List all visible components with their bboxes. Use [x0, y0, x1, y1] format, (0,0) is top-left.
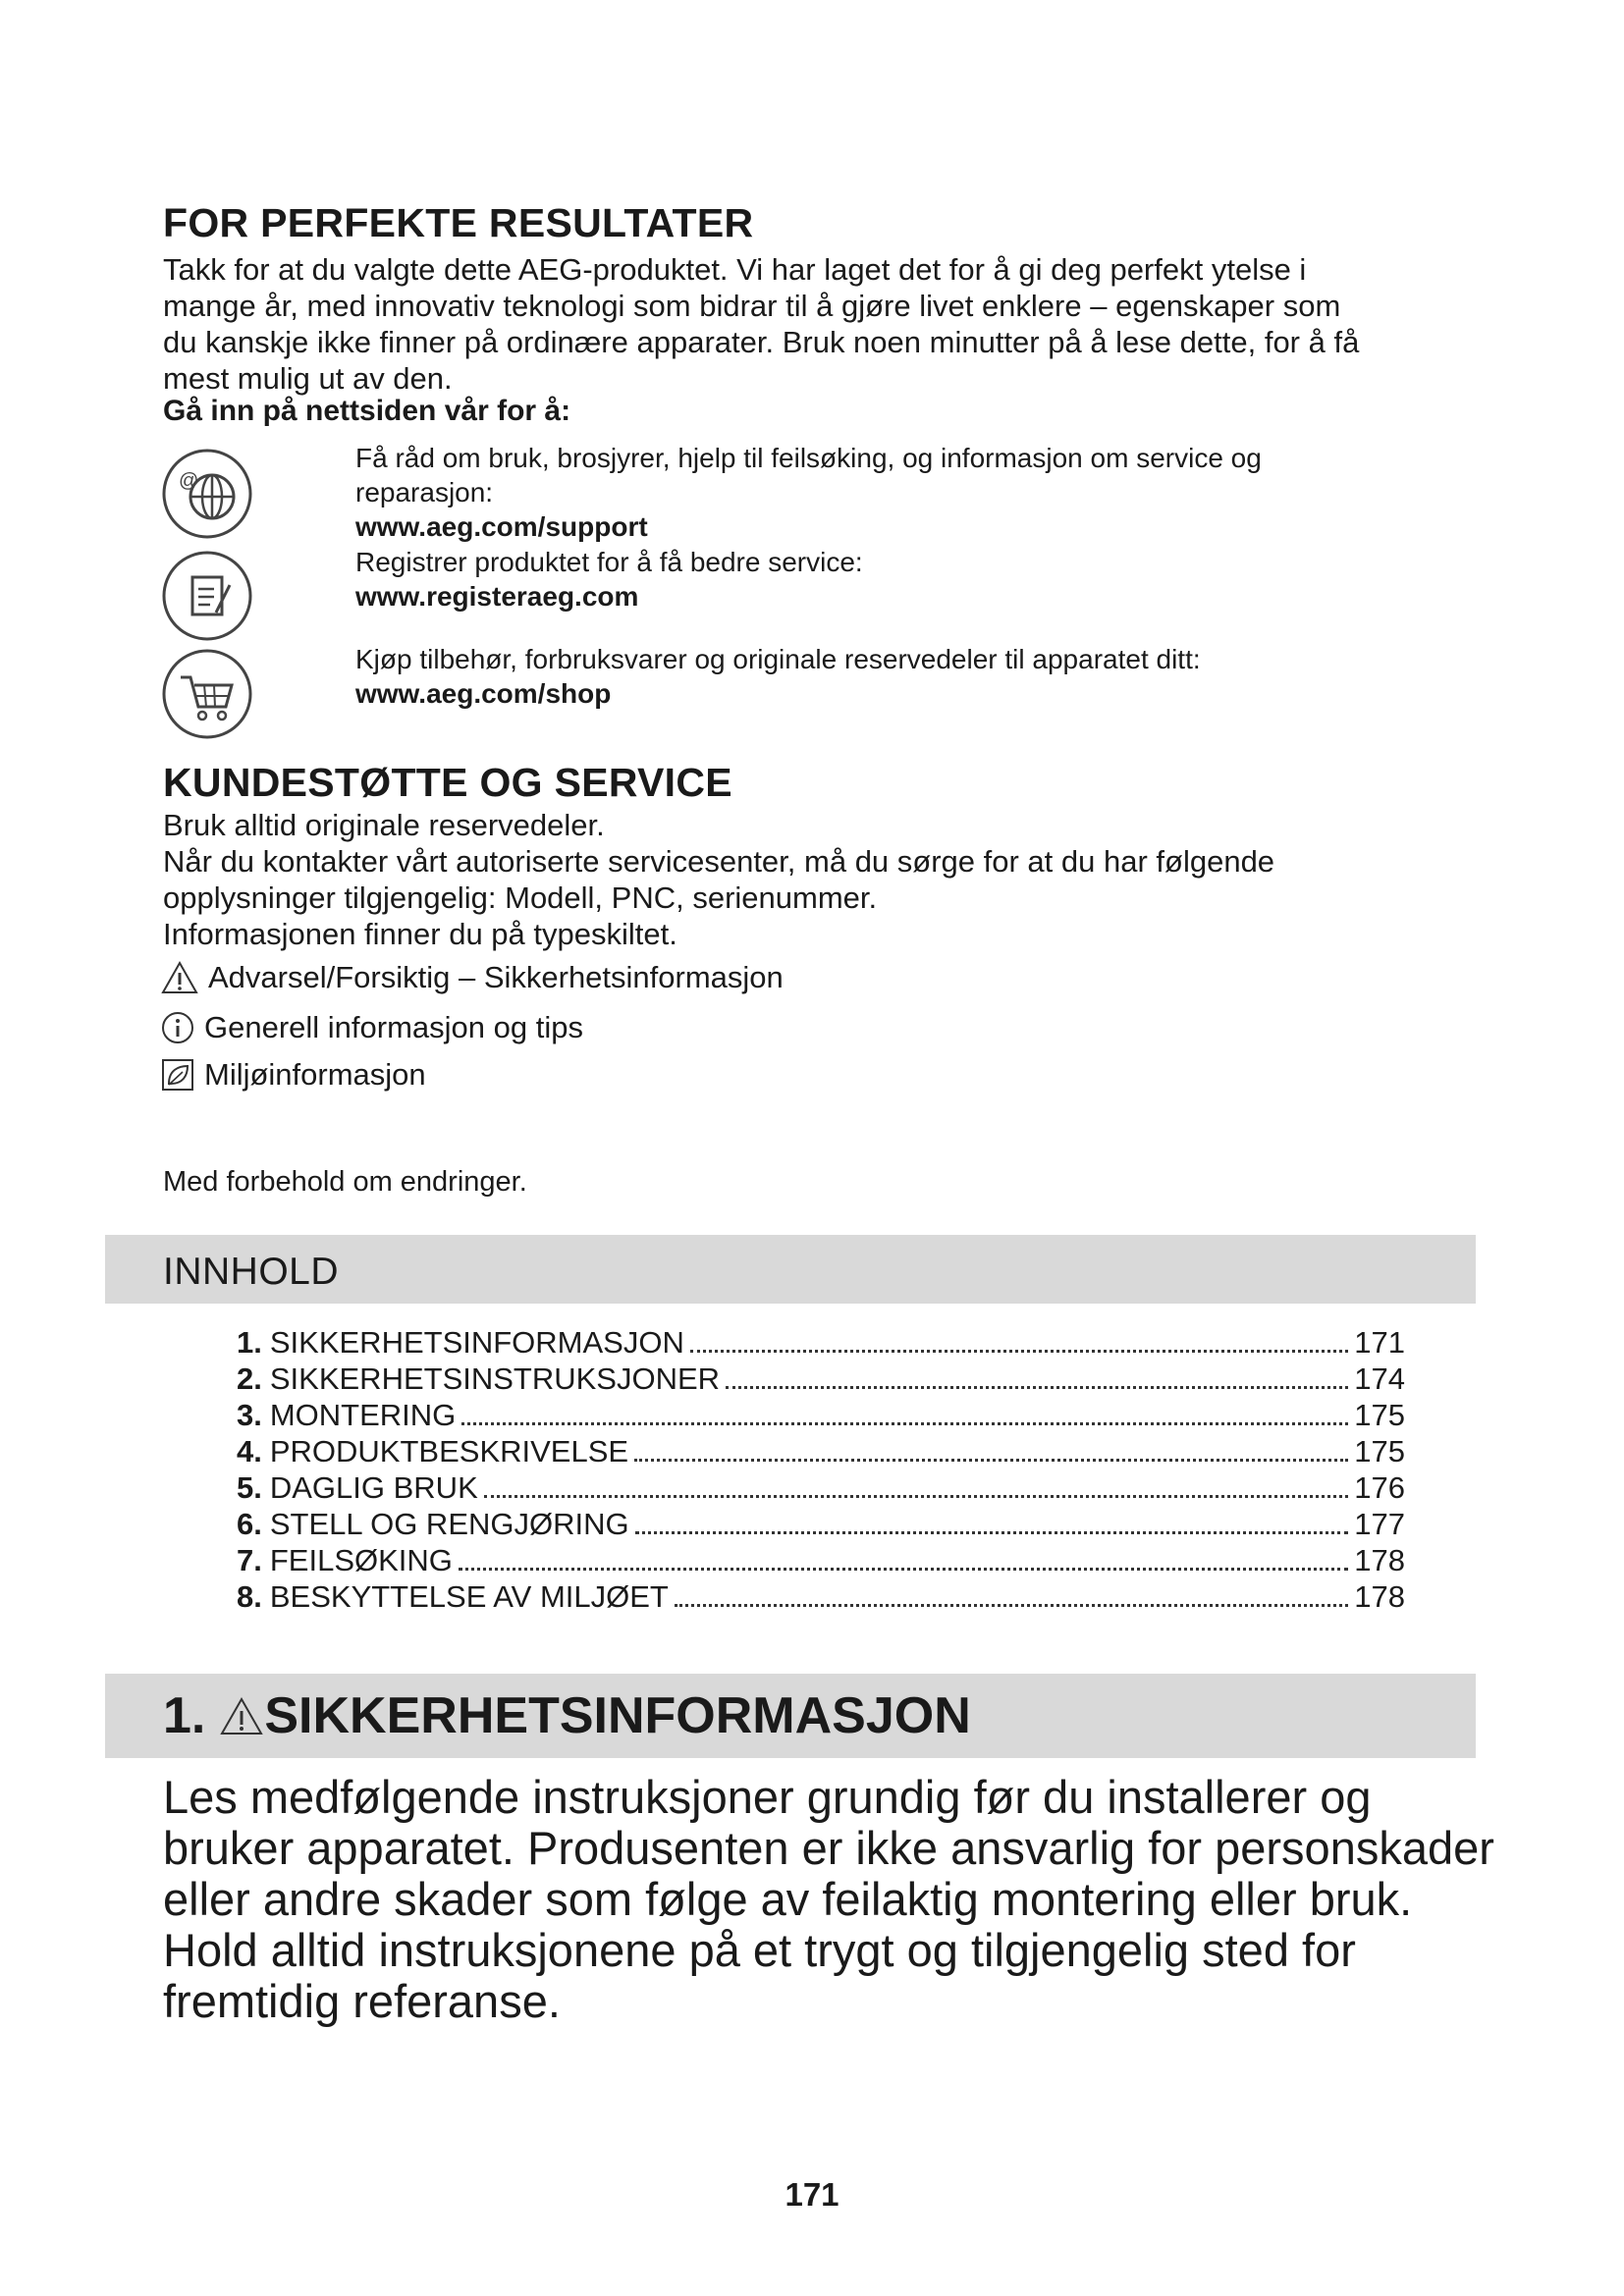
web-item-shop: [355, 642, 1201, 711]
leaf-icon: [161, 1058, 194, 1092]
perfect-results-line: mange år, med innovativ teknologi som bidrar til å gjøre livet enklere – egenskaper som: [163, 289, 1341, 323]
support-line: Bruk alltid originale reservedeler.: [163, 808, 605, 842]
toc-leader-dots: [461, 1422, 1348, 1425]
support-line: Informasjonen finner du på typeskiltet.: [163, 917, 677, 951]
web-item-text: reparasjon:: [355, 477, 494, 507]
toc-item[interactable]: [237, 1470, 1405, 1507]
website-heading: Gå inn på nettsiden vår for å:: [163, 395, 571, 427]
toc-item[interactable]: [237, 1434, 1405, 1470]
toc-leader-dots: [675, 1604, 1348, 1607]
legend-info-label: Generell informasjon og tips: [204, 1010, 583, 1044]
web-item-register: [355, 545, 863, 614]
toc-leader-dots: [690, 1350, 1348, 1353]
toc-item-page: 174: [1354, 1362, 1405, 1396]
toc-item-page: 171: [1354, 1325, 1405, 1360]
toc-item-label: DAGLIG BRUK: [269, 1470, 478, 1505]
toc-leader-dots: [634, 1459, 1348, 1462]
toc-item-label: BESKYTTELSE AV MILJØET: [269, 1579, 669, 1614]
section1-intro: Les medfølgende instruksjoner grundig før du installerer og bruker apparatet. Produsenten er ikke ansvarlig for personskader eller andre skader som følge av feilaktig montering eller bruk. Hold alltid instruksjonene på et trygt og tilgjengelig sted for fremtidig referanse.: [163, 1771, 1494, 2027]
shop-link[interactable]: www.aeg.com/shop: [355, 678, 612, 709]
toc-leader-dots: [459, 1568, 1348, 1571]
perfect-results-line: Takk for at du valgte dette AEG-produktet. Vi har laget det for å gi deg perfekt ytelse i: [163, 252, 1307, 287]
toc-leader-dots: [726, 1386, 1348, 1389]
toc-item-label: SIKKERHETSINSTRUKSJONER: [269, 1362, 721, 1396]
cart-icon: [161, 648, 253, 745]
warning-icon: [161, 960, 198, 995]
web-item-support: [355, 441, 1262, 544]
toc-item[interactable]: [237, 1325, 1405, 1362]
toc-item-page: 176: [1354, 1470, 1405, 1505]
section1-title: SIKKERHETSINFORMASJON: [264, 1687, 971, 1744]
perfect-results-line: du kanskje ikke finner på ordinære apparater. Bruk noen minutter på å lese dette, for å få: [163, 325, 1360, 359]
toc-item-label: STELL OG RENGJØRING: [269, 1507, 629, 1541]
toc-item-label: PRODUKTBESKRIVELSE: [269, 1434, 629, 1468]
info-icon: [161, 1011, 194, 1044]
toc-item-number: 7.: [237, 1543, 262, 1577]
toc-item-label: SIKKERHETSINFORMASJON: [269, 1325, 684, 1360]
toc-item-number: 8.: [237, 1579, 262, 1614]
legend-warning-label: Advarsel/Forsiktig – Sikkerhetsinformasjon: [208, 960, 784, 994]
toc-item[interactable]: [237, 1507, 1405, 1543]
toc-item-number: 3.: [237, 1398, 262, 1432]
change-notice: Med forbehold om endringer.: [163, 1166, 527, 1198]
globe-icon: [161, 448, 253, 545]
toc-item-number: 4.: [237, 1434, 262, 1468]
toc-item[interactable]: [237, 1398, 1405, 1434]
toc-item[interactable]: [237, 1579, 1405, 1616]
legend-warning: [161, 960, 784, 995]
toc-item-number: 5.: [237, 1470, 262, 1505]
page-number: 171: [785, 2176, 839, 2213]
toc-item-label: FEILSØKING: [269, 1543, 453, 1577]
section1-heading: [163, 1686, 971, 1745]
perfect-results-line: mest mulig ut av den.: [163, 361, 453, 396]
svg-text:@: @: [179, 470, 199, 492]
toc-title: INNHOLD: [163, 1251, 340, 1293]
support-line: Når du kontakter vårt autoriserte servicesenter, må du sørge for at du har følgende: [163, 844, 1275, 879]
toc-item-number: 1.: [237, 1325, 262, 1360]
register-icon: [161, 550, 253, 647]
toc-item-page: 178: [1354, 1579, 1405, 1614]
perfect-results-title: FOR PERFEKTE RESULTATER: [163, 200, 754, 245]
toc-item[interactable]: [237, 1543, 1405, 1579]
warning-icon: [219, 1695, 264, 1736]
web-item-text: Få råd om bruk, brosjyrer, hjelp til feilsøking, og informasjon om service og: [355, 443, 1262, 473]
toc-item-label: MONTERING: [269, 1398, 457, 1432]
toc-item-number: 6.: [237, 1507, 262, 1541]
toc-item-page: 175: [1354, 1434, 1405, 1468]
support-line: opplysninger tilgjengelig: Modell, PNC, serienummer.: [163, 881, 878, 915]
support-title: KUNDESTØTTE OG SERVICE: [163, 760, 732, 805]
support-link[interactable]: www.aeg.com/support: [355, 511, 648, 542]
legend-info: [161, 1010, 583, 1045]
perfect-results-text: [163, 251, 1359, 397]
toc-item-page: 177: [1354, 1507, 1405, 1541]
web-item-text: Registrer produktet for å få bedre service:: [355, 547, 863, 577]
section1-number: 1.: [163, 1687, 206, 1744]
toc-leader-dots: [484, 1495, 1349, 1498]
legend-environment: [161, 1057, 426, 1093]
toc-item-number: 2.: [237, 1362, 262, 1396]
register-link[interactable]: www.registeraeg.com: [355, 581, 639, 612]
web-item-text: Kjøp tilbehør, forbruksvarer og originale reservedeler til apparatet ditt:: [355, 644, 1201, 674]
toc-item[interactable]: [237, 1362, 1405, 1398]
toc-item-page: 178: [1354, 1543, 1405, 1577]
toc-leader-dots: [635, 1531, 1349, 1534]
toc-item-page: 175: [1354, 1398, 1405, 1432]
support-text: [163, 807, 1274, 952]
legend-environment-label: Miljøinformasjon: [204, 1057, 426, 1092]
